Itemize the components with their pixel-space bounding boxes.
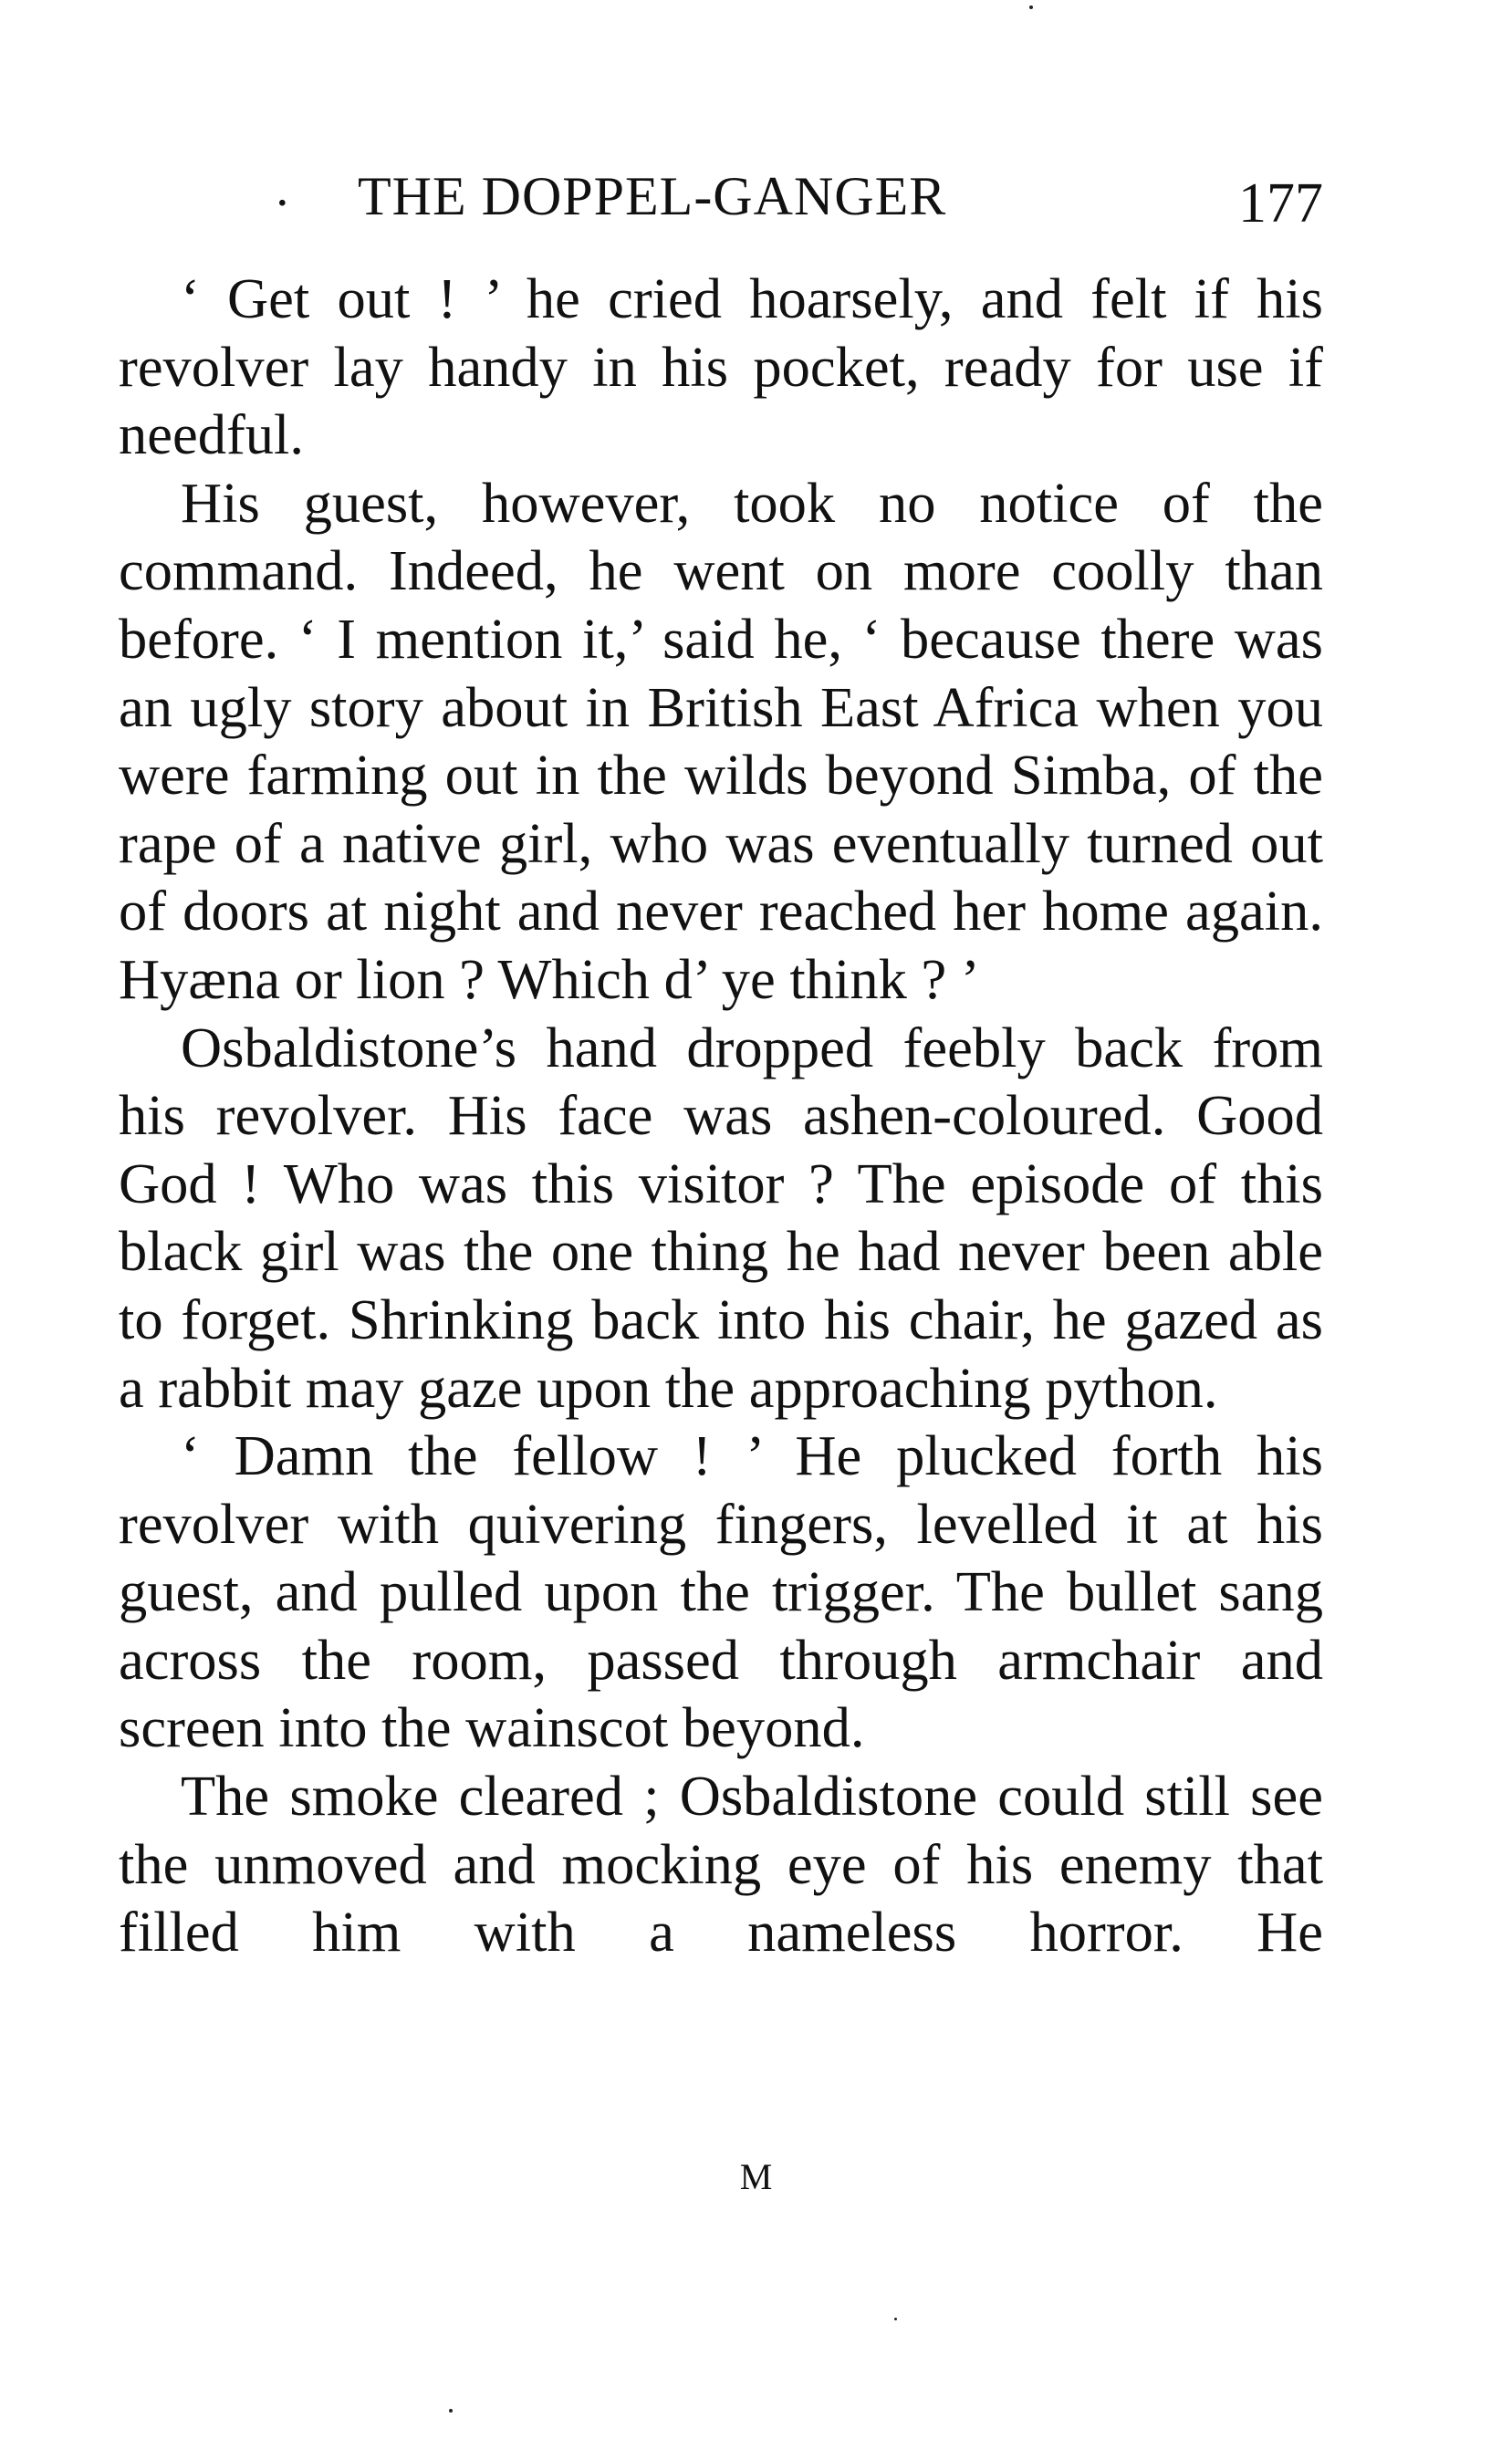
ink-speck bbox=[1029, 5, 1033, 9]
page-number: 177 bbox=[1238, 172, 1323, 235]
paragraph: His guest, however, took no notice of the command. Indeed, he went on more coolly than before. ‘ I mention it,’ said he, ‘ because there was an ugly story about in British East Africa when you were farming out in the wilds beyond Simba, of the rape of a native girl, who was eventually turned out of doors at night and never reached her home again. Hyæna or lion ? Which d’ ye think ? ’ bbox=[119, 470, 1323, 1011]
ink-speck bbox=[449, 2409, 453, 2413]
body-text bbox=[119, 265, 1323, 1966]
paragraph: Osbaldistone’s hand dropped feebly back from his revolver. His face was ashen-coloured. Good God ! Who was this visitor ? The episode of this black girl was the one thing he had never been able to forget. Shrinking back into his chair, he gazed as a rabbit may gaze upon the approaching python. bbox=[119, 1015, 1323, 1420]
running-header bbox=[274, 160, 1323, 233]
running-title: THE DOPPEL-GANGER bbox=[358, 166, 947, 226]
header-bullet: · bbox=[274, 175, 291, 232]
paragraph: ‘ Get out ! ’ he cried hoarsely, and felt if his revolver lay handy in his pocket, ready for use if needful. bbox=[119, 266, 1323, 467]
ink-speck bbox=[894, 2318, 897, 2320]
paragraph: The smoke cleared ; Osbaldistone could still see the unmoved and mocking eye of his enemy that filled him with a nameless horror. He bbox=[119, 1764, 1323, 1965]
signature-mark: M bbox=[739, 2156, 773, 2197]
paragraph: ‘ Damn the fellow ! ’ He plucked forth his revolver with quivering fingers, levelled it at his guest, and pulled upon the trigger. The bullet sang across the room, passed through armchair and screen into the wainscot beyond. bbox=[119, 1423, 1323, 1760]
